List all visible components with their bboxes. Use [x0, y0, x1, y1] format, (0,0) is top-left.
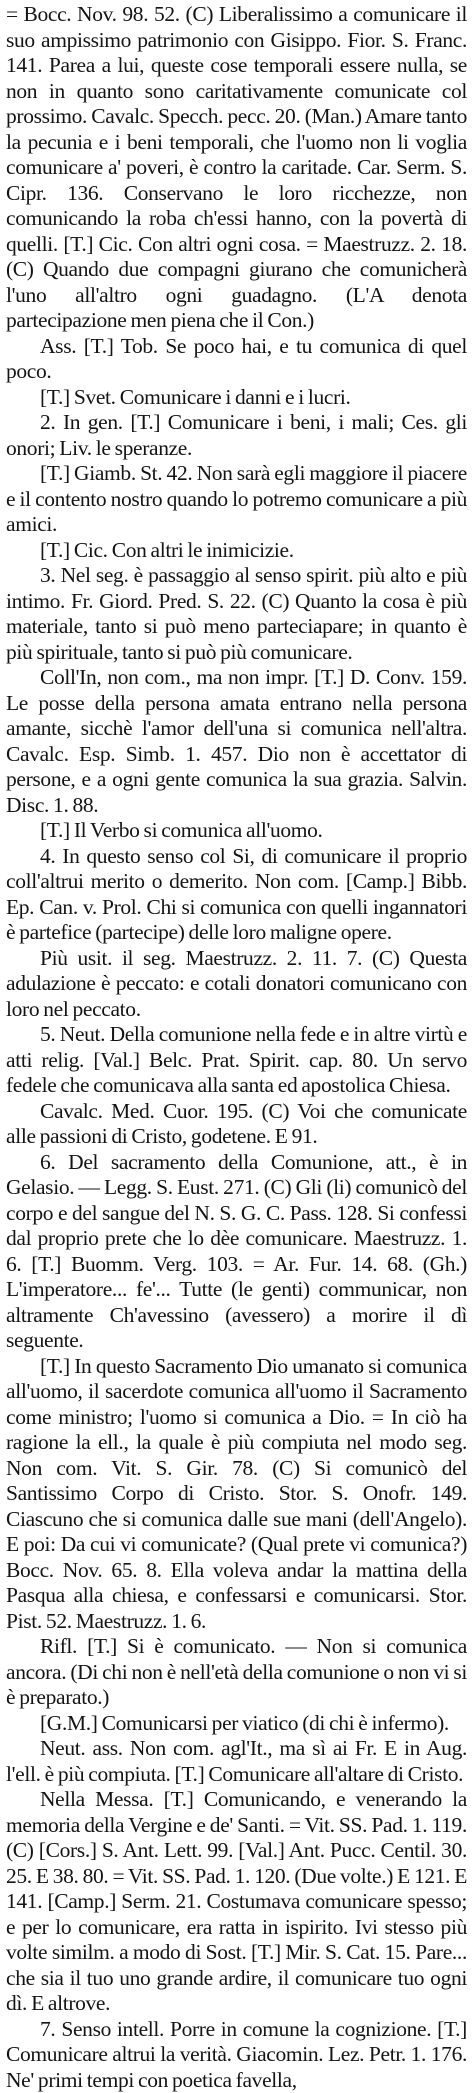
entry-paragraph: [T.] Il Verbo si comunica all'uomo.	[6, 818, 467, 844]
entry-paragraph: [G.M.] Comunicarsi per viatico (di chi è infermo).	[6, 1711, 467, 1737]
entry-paragraph: 7. Senso intell. Porre in comune la cognizione. [T.] Comunicare altrui la verità. Giacomin. Lez. Petr. 1. 176. Ne' primi tempi con poetica favella,	[6, 2017, 467, 2093]
entry-paragraph: 6. Del sacramento della Comunione, att., è in Gelasio. — Legg. S. Eust. 271. (C) Gli (li) comunicò del corpo e del sangue del N. S. G. C. Pass. 128. Si confessi dal proprio prete che lo dèe comunicare. Maestruzz. 1. 6. [T.] Buomm. Verg. 103. = Ar. Fur. 14. 68. (Gh.) L'imperatore... fe'... Tutte (le genti) communicar, non altramente Ch'avessino (avessero) a morire il dì seguente.	[6, 1150, 467, 1354]
entry-paragraph: 4. In questo senso col Si, di comunicare il proprio coll'altrui merito o demerito. Non com. [Camp.] Bibb. Ep. Can. v. Prol. Chi si comunica con quelli ingannatori è partefice (partecipe) delle loro maligne opere.	[6, 844, 467, 946]
entry-paragraph: Rifl. [T.] Si è comunicato. — Non si comunica ancora. (Di chi non è nell'età della comunione o non vi si è preparato.)	[6, 1634, 467, 1711]
entry-paragraph: [T.] Svet. Comunicare i danni e i lucri.	[6, 385, 467, 411]
entry-paragraph: [T.] Cic. Con altri le inimicizie.	[6, 538, 467, 564]
entry-paragraph: Nella Messa. [T.] Comunicando, e venerando la memoria della Vergine e de' Santi. = Vit. SS. Pad. 1. 119. (C) [Cors.] S. Ant. Lett. 99. [Val.] Ant. Pucc. Centil. 30. 25. E 38. 80. = Vit. SS. Pad. 1. 120. (Due volte.) E 121. E 141. [Camp.] Serm. 21. Costumava comunicare spesso; e per lo comunicare, era ratta in ispirito. Ivi stesso più volte similm. a modo di Sost. [T.] Mir. S. Cat. 15. Pare... che sia il tuo uno grande ardire, il comunicare tuo ogni dì. E altrove.	[6, 1787, 467, 2017]
entry-paragraph: 5. Neut. Della comunione nella fede e in altre virtù e atti relig. [Val.] Belc. Prat. Spirit. cap. 80. Un servo fedele che comunicava alla santa ed apostolica Chiesa.	[6, 1022, 467, 1099]
entry-paragraph: Ass. [T.] Tob. Se poco hai, e tu comunica di quel poco.	[6, 334, 467, 385]
entry-paragraph: Più usit. il seg. Maestruzz. 2. 11. 7. (C) Questa adulazione è peccato: e cotali donatori comunicano con loro nel peccato.	[6, 946, 467, 1023]
entry-paragraph: = Bocc. Nov. 98. 52. (C) Liberalissimo a comunicare il suo ampissimo patrimonio con Gisippo. Fior. S. Franc. 141. Parea a lui, queste cose temporali essere nulla, se non in quanto sono caritativamente comunicate col prossimo. Cavalc. Specch. pecc. 20. (Man.) Amare tanto la pecunia e i beni temporali, che l'uomo non li voglia comunicare a' poveri, è contro la caritade. Car. Serm. S. Cipr. 136. Conservano le loro ricchezze, non comunicando la roba ch'essi hanno, con la povertà di quelli. [T.] Cic. Con altri ogni cosa. = Maestruzz. 2. 18. (C) Quando due compagni giurano che comunicherà l'uno all'altro ogni guadagno. (L'A denota partecipazione men piena che il Con.)	[6, 2, 467, 334]
entry-paragraph: [T.] Giamb. St. 42. Non sarà egli maggiore il piacere e il contento nostro quando lo potremo comunicare a più amici.	[6, 461, 467, 538]
entry-paragraph: Coll'In, non com., ma non impr. [T.] D. Conv. 159. Le posse della persona amata entrano nella persona amante, sicchè l'amor dell'una si comunica nell'altra. Cavalc. Esp. Simb. 1. 457. Dio non è accettator di persone, e a ogni gente comunica la sua grazia. Salvin. Disc. 1. 88.	[6, 665, 467, 818]
entry-paragraph: Cavalc. Med. Cuor. 195. (C) Voi che comunicate alle passioni di Cristo, godetene. E 91.	[6, 1099, 467, 1150]
entry-paragraph: 2. In gen. [T.] Comunicare i beni, i mali; Ces. gli onori; Liv. le speranze.	[6, 410, 467, 461]
entry-paragraph: [T.] In questo Sacramento Dio umanato si comunica all'uomo, il sacerdote comunica all'uomo il Sacramento come ministro; l'uomo si comunica a Dio. = In ciò ha ragione la ell., la quale è più compiuta nel modo seg. Non com. Vit. S. Gir. 78. (C) Si comunicò del Santissimo Corpo di Cristo. Stor. S. Onofr. 149. Ciascuno che si comunica dalle sue mani (dell'Angelo). E poi: Da cui vi comunicate? (Qual prete vi comunica?) Bocc. Nov. 65. 8. Ella voleva andar la mattina della Pasqua alla chiesa, e confessarsi e comunicarsi. Stor. Pist. 52. Maestruzz. 1. 6.	[6, 1354, 467, 1635]
dictionary-entry-text	[6, 2, 467, 2093]
entry-paragraph: Neut. ass. Non com. agl'It., ma sì ai Fr. E in Aug. l'ell. è più compiuta. [T.] Comunicare all'altare di Cristo.	[6, 1736, 467, 1787]
entry-paragraph: 3. Nel seg. è passaggio al senso spirit. più alto e più intimo. Fr. Giord. Pred. S. 22. (C) Quanto la cosa è più materiale, tanto si può meno parteciapare; in quanto è più spirituale, tanto si può più comunicare.	[6, 563, 467, 665]
